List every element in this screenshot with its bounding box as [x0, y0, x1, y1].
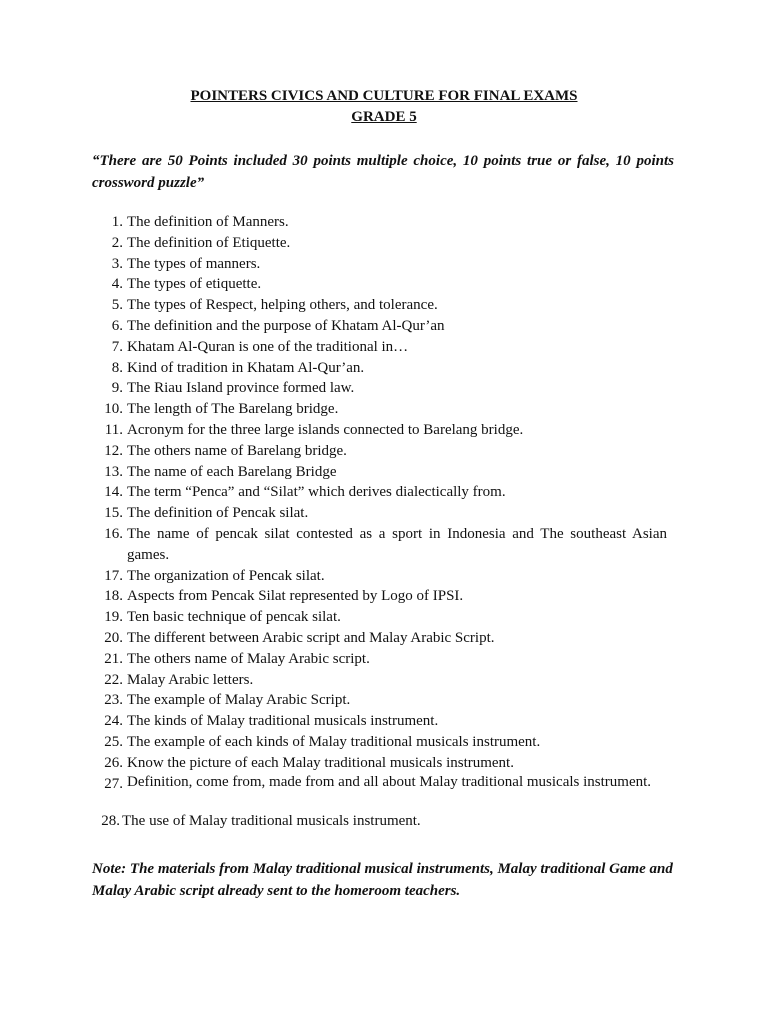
list-item-number: 11. [104, 422, 123, 438]
list-item-number: 23. [104, 692, 123, 709]
list-item-text: Acronym for the three large islands connected to Barelang bridge. [127, 422, 524, 438]
list-item-number: 26. [104, 754, 123, 771]
list-item-text: The example of each kinds of Malay traditional musicals instrument. [127, 734, 541, 750]
list-item-text: The others name of Malay Arabic script. [127, 650, 370, 667]
list-item-text: The different between Arabic script and Malay Arabic Script. [127, 630, 495, 646]
list-item-text: Know the picture of each Malay traditional musicals instrument. [127, 754, 514, 771]
list-item-text: The term “Penca” and “Silat” which derives dialectically from. [127, 484, 506, 501]
list-item-number: 28. [101, 812, 120, 829]
list-item-text: The definition and the purpose of Khatam Al-Qur’an [127, 318, 445, 334]
list-item-number: 16. [104, 526, 123, 542]
list-item-number: 4. [111, 276, 123, 293]
list-item-number: 3. [111, 255, 123, 272]
list-item-number: 19. [104, 609, 123, 626]
list-item-text: Khatam Al-Quran is one of the traditional in… [127, 338, 409, 355]
list-item-text: The name of pencak silat contested as a sport in Indonesia and The southeast Asian games. [127, 526, 667, 563]
list-item-text: The types of Respect, helping others, and tolerance. [127, 297, 438, 314]
list-item-text: The definition of Etiquette. [127, 234, 291, 251]
grade-heading: GRADE 5 [351, 109, 417, 125]
list-item-text: The kinds of Malay traditional musicals instrument. [127, 713, 439, 730]
document-title: POINTERS CIVICS AND CULTURE FOR FINAL EXAMS [190, 88, 578, 104]
list-item-text: The example of Malay Arabic Script. [127, 692, 351, 709]
list-item-text: The others name of Barelang bridge. [127, 442, 347, 459]
list-item-text: Kind of tradition in Khatam Al-Qur’an. [127, 359, 365, 376]
list-item-number: 20. [104, 630, 123, 646]
list-item-text: The use of Malay traditional musicals instrument. [122, 812, 421, 829]
list-item-number: 1. [111, 214, 123, 230]
list-item-text: The name of each Barelang Bridge [127, 463, 337, 480]
list-item-number: 25. [104, 734, 123, 750]
list-item-number: 13. [104, 463, 123, 480]
list-item-text: Malay Arabic letters. [127, 671, 254, 688]
list-item-number: 2. [111, 234, 123, 251]
list-item-text: The definition of Pencak silat. [127, 505, 309, 522]
list-item-number: 17. [104, 567, 123, 584]
list-item-number: 6. [111, 318, 123, 334]
list-item-number: 14. [104, 484, 123, 501]
intro-paragraph: “There are 50 Points included 30 points multiple choice, 10 points true or false, 10 points crossword puzzle” [92, 153, 674, 191]
list-item-number: 15. [104, 505, 123, 522]
list-item-text: The types of etiquette. [127, 276, 262, 293]
list-item-text: The Riau Island province formed law. [127, 380, 355, 397]
list-item-number: 5. [111, 297, 123, 314]
list-item-text: The definition of Manners. [127, 214, 289, 230]
list-item-number: 12. [104, 442, 123, 459]
list-item-text: The types of manners. [127, 255, 261, 272]
list-item-text: Aspects from Pencak Silat represented by Logo of IPSI. [127, 588, 464, 605]
note-paragraph: Note: The materials from Malay traditional musical instruments, Malay traditional Game and Malay Arabic script already sent to the homeroom teachers. [92, 861, 673, 899]
list-item-text: The length of The Barelang bridge. [127, 401, 339, 418]
list-item-number: 18. [104, 588, 123, 605]
list-item-text: The organization of Pencak silat. [127, 567, 325, 584]
list-item-number: 10. [104, 401, 123, 418]
list-item-text: Definition, come from, made from and all about Malay traditional musicals instrument. [127, 773, 652, 790]
list-item-number: 24. [104, 713, 123, 730]
list-item-number: 22. [104, 671, 123, 688]
list-item-number: 7. [111, 338, 123, 355]
list-item-number: 21. [104, 650, 123, 667]
list-item-number: 27. [104, 775, 123, 792]
list-item-number: 8. [111, 359, 123, 376]
list-item-number: 9. [111, 380, 123, 397]
list-item-text: Ten basic technique of pencak silat. [127, 609, 341, 626]
